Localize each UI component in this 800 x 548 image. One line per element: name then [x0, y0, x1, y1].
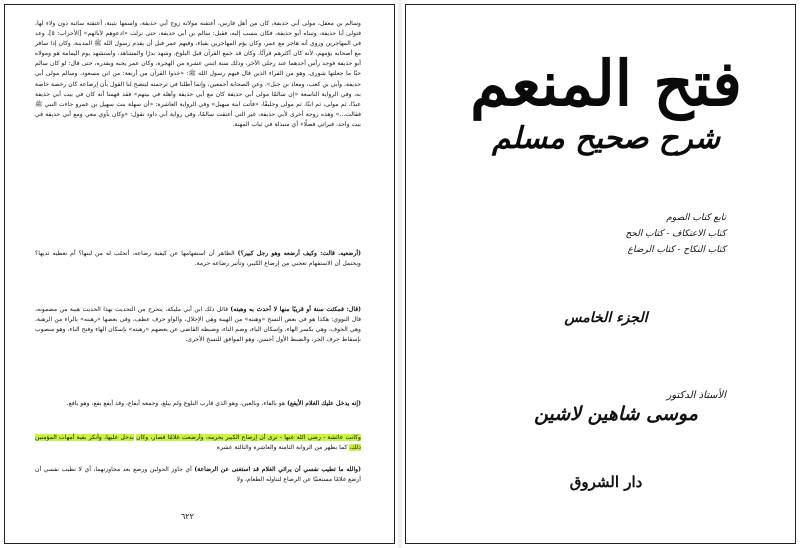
publisher-name: دار الشروق: [569, 473, 643, 491]
volume-contents: [526, 210, 726, 258]
author-name: موسى شاهين لاشين: [534, 403, 698, 425]
hadith-quote: (قال: فمكثت سنة أو قريبًا منها لا أحدث به وهبته): [230, 306, 361, 313]
paragraph-text: أي جاوز الحولين ورضع بعد مجاوزتهما، أي لا تطيب نفسي أن أرضع غلامًا مستغنيًا عن الرضاع لتناوله الطعام، ولا: [35, 466, 361, 484]
paragraph-text: كما يظهر من الرواية الثامنة والعاشرة والثالثة عشرة: [216, 444, 350, 452]
page-number: ٦٢٢: [181, 512, 194, 521]
book-title: فتح المنعم: [470, 47, 742, 120]
contents-line: كتاب النكاح - كتاب الرضاع: [627, 245, 726, 255]
volume-label: الجزء الخامس: [564, 310, 648, 326]
contents-line: تابع كتاب الصوم: [666, 213, 726, 223]
page-gutter: [398, 0, 402, 548]
hadith-quote: (أرضعيه. قالت: وكيف أرضعه وهو رجل كبير؟): [237, 250, 361, 257]
hadith-quote: (والله ما تطيب نفسي أن يرائي الغلام قد استغنى عن الرضاعة): [194, 466, 362, 473]
author-title: الأستاذ الدكتور: [666, 390, 726, 401]
paragraph-text: هو بالفاء، وبالعين، وهو الذي قارب البلوغ ولم يبلغ، وجمعه أيفاع، وقد أيفع يفع، وهو يافع.: [66, 400, 288, 407]
paragraph-not-comfortable: [35, 465, 361, 505]
left-page: [4, 4, 395, 544]
highlighted-text: وكانت عائشة - رضي الله عنها - ترى أن إرضاع الكبير يحرمه، وأرضعت غلامًا فصار، وكان: [136, 434, 361, 441]
book-subtitle: شرح صحيح مسلم: [492, 121, 720, 156]
paragraph-aisha-highlighted: [35, 433, 361, 461]
paragraph-biography: [35, 19, 361, 243]
paragraph-young-boy: [35, 399, 361, 429]
paragraph-text: وسالم بن معقل، مولى أبي حذيفة، كان من أهل فارس، أعتقته مولاته زوج أبي حذيفة، واسمها بثينة، أعتقته سائبة دون ولاء لها، فتولى أبا حذيفة، وتبناه أبو حذيفة، فكان ينسب إليه، فقيل: سالم بن أبي حذيفة، حتى نزلت «ادعوهم لآبائهم» [الأحزاب: ٥]، وعد في المهاجرين وروي أنه هاجر مع عمر، وكان يؤم المهاجرين بقباء، وفيهم عمر قبل أن يقدم رسول الله ﷺ المدينة، وكان إذا سافر مع أصحابه يؤمهم، لأنه كان أكثرهم قرآنًا، وكان قد جمع القرآن قبل البلوغ، وشهد بدرًا والمشاهد، واستشهد يوم اليمامة هو ومولاه أبو حذيفة فوجد رأس أحدهما عند رجلي الآخر، وذلك سنة اثنتي عشرة من الهجرة، وكان عمر يحبه ويقدره، حتى قال: لو كان سالم حيًا ما جعلتها شورى. وهو من القراء الذين قال فيهم رسول الله ﷺ: «خذوا القرآن من أربعة: من ابن مسعود، وسالم مولى أبي حذيفة، وأبي بن كعب، ومعاذ بن جبل». وعن الصحابة أجمعين، وإنما أطلنا في ترجمته ليتضح لنا القول بأن إرضاعه كان رخصة خاصة به، وفي الرواية التاسعة «إن سالمًا مولى أبي حذيفة كان مع أبي حذيفة وأهله في بيتهم» فقد فهمنا أنه كان في بيت أبي حذيفة عبدًا، ثم مولى، ثم ابنًا، ثم مولى وحليفًا، «فأتت ابنة سهيل» وفي الرواية العاشرة: «أن سهلة بنت سهيل بن عمرو جاءت النبي ﷺ فقالت...» وهذه زوجة أخرى لأبي حذيفة، غير التي أعتقت سالمًا، وفي رواية أبي داود تقول: «وكان يأوي معي ومع أبي حذيفة في بيت واحد، فيراني فضلًا» أي متبذلة في ثياب المهنة.: [35, 20, 361, 128]
paragraph-one-year: [35, 305, 361, 395]
contents-line: كتاب الاعتكاف - كتاب الحج: [625, 229, 726, 239]
paragraph-text: قائل ذلك ابن أبي مليكة، يتحرج من التحديث بهذا الحديث هيبة من مضمونه، قال النووي: هكذا هو في بعض النسخ «وهبته» من الهيبة وهي الإجلال، والواو حرف عطف، وفي بعضها «رهبته» بالراء من الرهبة، وهي الخوف، وهي بكسر الهاء، وإسكان الياء، وضم التاء، وضبطه القاضي عن بعضهم «رهبته» بإسكان الهاء وفتح الباء، وهو منصوب بإسقاط حرف الجر، والضبط الأول أحسن. وهو الموافق للنسخ الأخرى.: [35, 306, 361, 344]
paragraph-text: الظاهر أن استفهامها عن كيفية رضاعه، أتحلب له من لبنها؟ أم تعطيه ثديها؟ ويحتمل أن الاستفهام تعجبي من إرضاع الكبير، وتأثير رضاعه حرمة.: [35, 250, 361, 268]
hadith-quote: (إنه يدخل عليك الغلام الأيفع): [287, 400, 361, 407]
paragraph-breastfeed-question: [35, 249, 361, 309]
right-page-cover: [405, 4, 796, 544]
highlighted-text: يدخل عليها، وأنكر بقية أمهات المؤمنين ذلك،: [35, 434, 361, 452]
